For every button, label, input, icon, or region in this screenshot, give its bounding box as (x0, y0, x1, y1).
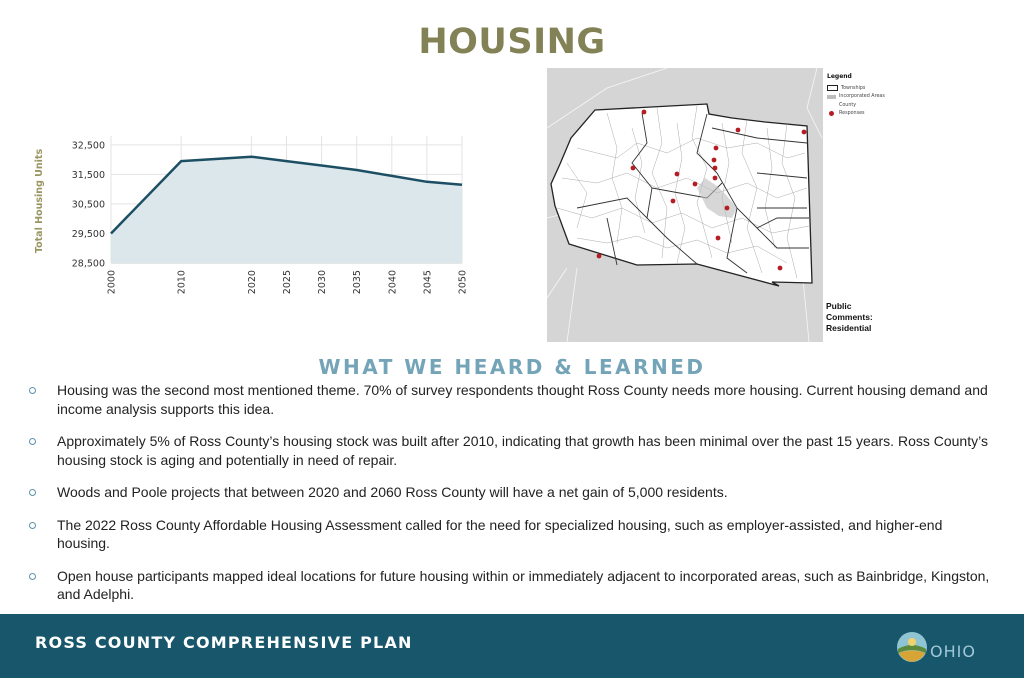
x-tick-label: 2020 (246, 270, 258, 295)
response-marker (736, 128, 741, 133)
x-axis-ticks (107, 270, 469, 294)
incorporated-swatch-icon (827, 95, 836, 99)
legend-item-incorporated: Incorporated Areas (827, 94, 885, 99)
response-marker (675, 172, 680, 177)
county-swatch-icon (827, 104, 836, 108)
response-marker (778, 266, 783, 271)
findings-list (28, 381, 998, 618)
x-tick-label: 2050 (457, 270, 469, 295)
x-tick-label: 2040 (387, 270, 399, 295)
response-dot-icon (829, 111, 834, 116)
list-item: Woods and Poole projects that between 2020 and 2060 Ross County will have a net gain of 5,000 residents. (28, 483, 998, 502)
housing-units-chart (30, 128, 475, 318)
y-axis-ticks (72, 140, 105, 269)
x-tick-label: 2025 (282, 270, 293, 295)
response-marker (713, 166, 718, 171)
legend-item-townships: Townships (827, 85, 865, 91)
list-item: Housing was the second most mentioned theme. 70% of survey respondents thought Ross County needs more housing. Current housing demand and income analysis supports this idea. (28, 381, 998, 418)
y-tick-label: 28,500 (71, 258, 105, 270)
response-marker (671, 199, 676, 204)
bullet-circle-icon (29, 522, 36, 529)
x-tick-label: 2010 (176, 270, 188, 295)
response-marker (693, 182, 698, 187)
housing-units-area (111, 157, 462, 263)
section-heading: WHAT WE HEARD & LEARNED (318, 355, 706, 379)
page-title: HOUSING (418, 22, 606, 62)
y-axis-label: Total Housing Units (34, 148, 45, 254)
response-marker (642, 110, 647, 115)
x-tick-label: 2035 (352, 270, 364, 295)
x-tick-label: 2000 (106, 270, 118, 295)
response-marker (714, 146, 719, 151)
list-item: Approximately 5% of Ross County’s housing stock was built after 2010, indicating that growth has been minimal over the past 15 years. Ross County’s housing stock is aging and potentially in need of repair. (28, 432, 998, 469)
response-marker (725, 206, 730, 211)
bullet-circle-icon (29, 489, 36, 496)
bullet-circle-icon (29, 387, 36, 394)
township-swatch-icon (827, 85, 838, 91)
response-marker (712, 158, 717, 163)
legend-item-responses: Responses (827, 111, 865, 116)
list-item: The 2022 Ross County Affordable Housing Assessment called for the need for specialized housing, such as employer-assisted, and higher-end housing. (28, 516, 998, 553)
logo-text: OHIO (930, 642, 976, 661)
response-marker (802, 130, 807, 135)
ohio-logo-icon (896, 631, 930, 665)
bullet-circle-icon (29, 573, 36, 580)
response-marker (597, 254, 602, 259)
map-caption: Public Comments: Residential (826, 301, 873, 333)
y-tick-label: 29,500 (71, 228, 105, 240)
list-item: Open house participants mapped ideal locations for future housing within or immediately adjacent to incorporated areas, such as Bainbridge, Kingston, and Adelphi. (28, 567, 998, 604)
response-marker (716, 236, 721, 241)
legend-title: Legend (827, 73, 852, 80)
bullet-circle-icon (29, 438, 36, 445)
y-tick-label: 30,500 (71, 199, 105, 211)
footer-title: ROSS COUNTY COMPREHENSIVE PLAN (35, 633, 413, 652)
response-marker (631, 166, 636, 171)
ross-county-ohio-logo (896, 631, 986, 665)
response-marker (713, 176, 718, 181)
legend-item-county: County (827, 103, 856, 108)
y-tick-label: 31,500 (71, 169, 105, 181)
y-tick-label: 32,500 (71, 140, 105, 152)
footer-bar (0, 614, 1024, 678)
public-comments-map (547, 68, 903, 342)
x-tick-label: 2045 (422, 270, 434, 295)
x-tick-label: 2030 (317, 270, 329, 295)
